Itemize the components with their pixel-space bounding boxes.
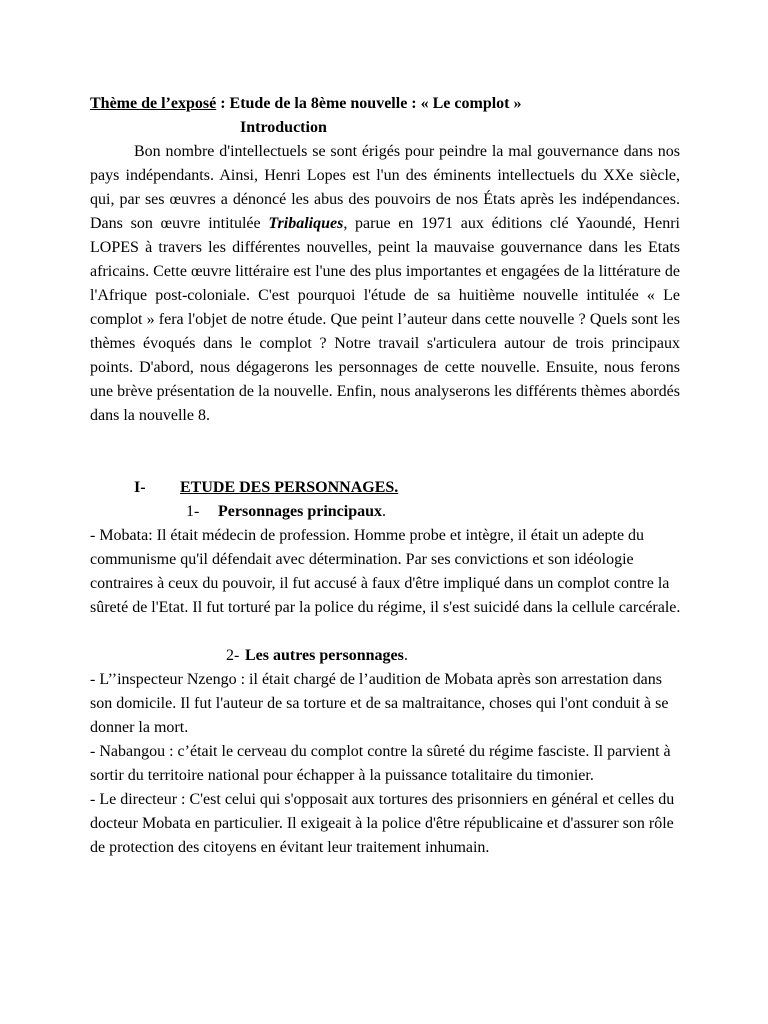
other-characters-list: [90, 668, 682, 860]
character-mobata: - Mobata: Il était médecin de profession. Homme probe et intègre, il était un adepte du communisme qu'il défendait avec détermination. Par ses convictions et son idéologie contraires à ceux du pouvoir, il fut accusé à faux d'être impliqué dans un complot contre la sûreté de l'Etat. Il fut torturé par la police du régime, il s'est suicidé dans la cellule carcérale.: [90, 527, 681, 616]
section-number: I-: [134, 479, 146, 496]
section-title: ETUDE DES PERSONNAGES.: [180, 479, 399, 496]
document-title: [90, 92, 680, 116]
theme-rest: : Etude de la 8ème nouvelle : « Le complot »: [216, 95, 522, 112]
character-nzengo: - L’’inspecteur Nzengo : il était chargé de l’audition de Mobata après son arrestation dans son domicile. Il fut l'auteur de sa torture et de sa maltraitance, choses qui l'ont conduit à se donner la mort.: [90, 671, 669, 736]
character-directeur: - Le directeur : C'est celui qui s'opposait aux tortures des prisonniers en général et celles du docteur Mobata en particulier. Il exigeait à la police d'être républicaine et d'assurer son rôle de protection des citoyens en évitant leur traitement inhumain.: [90, 791, 675, 856]
section-heading-1: [90, 476, 680, 500]
theme-label: Thème de l’exposé: [90, 95, 217, 112]
introduction-label: Introduction: [240, 119, 327, 136]
introduction-heading: [240, 116, 540, 140]
subsection-dot: .: [382, 503, 387, 520]
subsection-title: Les autres personnages: [245, 647, 404, 664]
subsection-number: 2-: [226, 647, 240, 664]
subsection-dot: .: [403, 647, 408, 664]
intro-text-2: , parue en 1971 aux éditions clé Yaoundé, Henri LOPES à travers les différentes nouvelles, peint la mauvaise gouvernance dans les Etats africains. Cette œuvre littéraire est l'une des plus importantes et engagées de la littérature de l'Afrique post-coloniale. C'est pourquoi l'étude de sa huitième nouvelle intitulée « Le complot » fera l'objet de notre étude. Que peint l’auteur dans cette nouvelle ? Quels sont les thèmes évoqués dans le complot ? Notre travail s'articulera autour de trois principaux points. D'abord, nous dégagerons les personnages de cette nouvelle. Ensuite, nous ferons une brève présentation de la nouvelle. Enfin, nous analyserons les différents thèmes abordés dans la nouvelle 8.: [90, 215, 680, 424]
book-title: Tribaliques: [268, 215, 344, 232]
subsection-heading-1: [90, 500, 680, 524]
subsection-heading-2: [90, 644, 680, 668]
introduction-paragraph: [90, 140, 680, 428]
subsection-title: Personnages principaux: [218, 503, 383, 520]
character-nabangou: - Nabangou : c’était le cerveau du complot contre la sûreté du régime fasciste. Il parvient à sortir du territoire national pour échapper à la puissance totalitaire du timonier.: [90, 743, 671, 784]
intro-text-1: Bon nombre d'intellectuels se sont érigés pour peindre la mal gouvernance dans nos pays indépendants. Ainsi, Henri Lopes est l'un des éminents intellectuels du XXe siècle, qui, par ses œuvres a dénoncé les abus des pouvoirs de nos États après les indépendances. Dans son œuvre intitulée: [90, 143, 680, 232]
subsection-number: 1-: [186, 503, 200, 520]
